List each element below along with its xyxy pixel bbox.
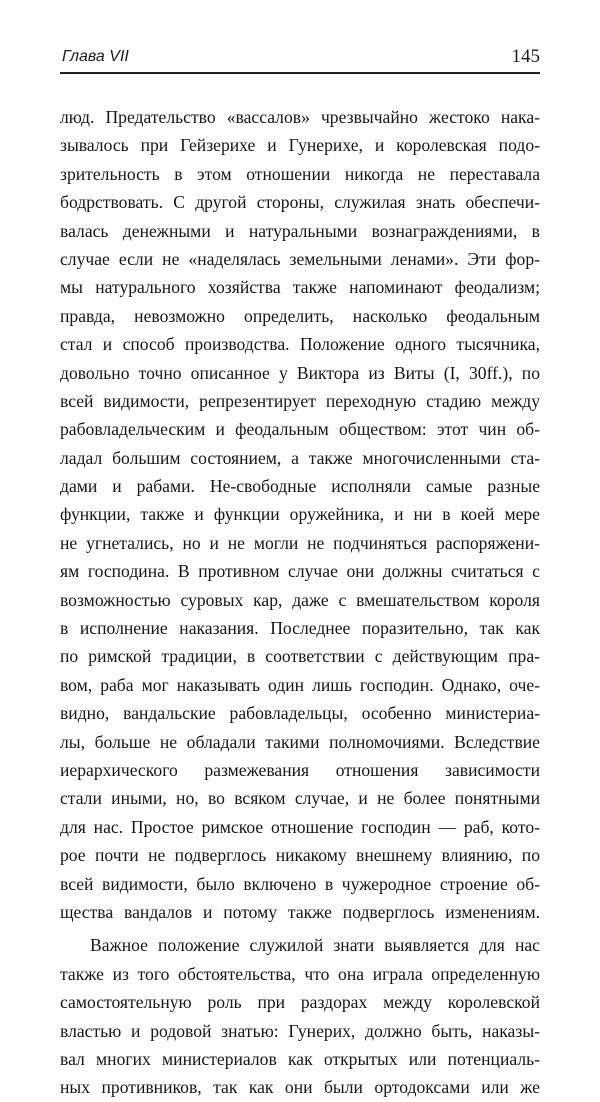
- text-line: вал многих министериалов как открытых или потенциаль-: [60, 1048, 540, 1069]
- text-line: ям господина. В противном случае они должны считаться с: [60, 561, 540, 582]
- text-line: рое почти не подверглось никакому внешнему влиянию, по: [60, 845, 540, 866]
- text-line: также из того обстоятельства, что она играла определенную: [60, 963, 540, 984]
- text-line: ных противников, так как они были ортодоксами или же: [60, 1077, 540, 1098]
- text-line: довольно точно описанное у Виктора из Виты (I, 30ff.), по: [60, 362, 540, 383]
- text-line: стали иными, но, во всяком случае, и не более понятными: [60, 788, 540, 809]
- text-line: Важное положение служилой знати выявляется для нас: [90, 935, 540, 956]
- text-line: видно, вандальские рабовладельцы, особенно министериа-: [60, 703, 540, 724]
- text-line: случае если не «наделялась земельными ленами». Эти фор-: [60, 248, 540, 269]
- body-text: [60, 103, 540, 1102]
- page-number: 145: [511, 46, 540, 67]
- text-line: дами и рабами. Не-свободные исполняли самые разные: [60, 476, 540, 497]
- paragraph: [60, 931, 540, 1101]
- text-line: правда, невозможно определить, насколько феодальным: [60, 305, 540, 326]
- running-header: [62, 46, 540, 70]
- text-line: функции, также и функции оружейника, и ни в коей мере: [60, 504, 540, 525]
- paragraph: [60, 103, 540, 926]
- text-line: зрительность в этом отношении никогда не переставала: [60, 163, 540, 184]
- text-line: люд. Предательство «вассалов» чрезвычайно жестоко нака-: [60, 107, 540, 127]
- text-line: бодрствовать. С другой стороны, служилая знать обеспечи-: [60, 192, 540, 213]
- text-line: иерархического размежевания отношения зависимости: [60, 759, 540, 780]
- text-line: щества вандалов и потому также подверглось изменениям.: [60, 901, 540, 922]
- text-line: самостоятельную роль при раздорах между королевской: [60, 992, 540, 1013]
- text-line: валась денежными и натуральными вознаграждениями, в: [60, 220, 540, 241]
- text-line: рабовладельческим и феодальным обществом: этот чин об-: [60, 419, 540, 440]
- text-line: для нас. Простое римское отношение господин — раб, кото-: [60, 816, 540, 837]
- text-line: мы натурального хозяйства также напоминают феодализм;: [60, 277, 540, 298]
- text-line: по римской традиции, в соответствии с действующим пра-: [60, 646, 540, 667]
- text-line: в исполнение наказания. Последнее поразительно, так как: [60, 618, 540, 639]
- text-line: ладал большим состоянием, а также многочисленными ста-: [60, 447, 540, 468]
- text-line: лы, больше не обладали такими полномочиями. Вследствие: [60, 731, 540, 752]
- text-line: всей видимости, репрезентирует переходную стадию между: [60, 390, 540, 411]
- text-line: зывалось при Гейзерихе и Гунерихе, и королевская подо-: [60, 135, 540, 156]
- chapter-title: Глава VII: [62, 48, 129, 65]
- text-line: властью и родовой знатью: Гунерих, должно быть, наказы-: [60, 1020, 540, 1041]
- text-line: возможностью суровых кар, даже с вмешательством короля: [60, 589, 540, 610]
- text-line: вом, раба мог наказывать один лишь господин. Однако, оче-: [60, 674, 540, 695]
- text-line: не угнетались, но и не могли не подчиняться распоряжени-: [60, 532, 540, 553]
- text-line: стал и способ производства. Положение одного тысячника,: [60, 334, 540, 355]
- header-rule: [60, 72, 540, 74]
- text-line: всей видимости, было включено в чужеродное строение об-: [60, 873, 540, 894]
